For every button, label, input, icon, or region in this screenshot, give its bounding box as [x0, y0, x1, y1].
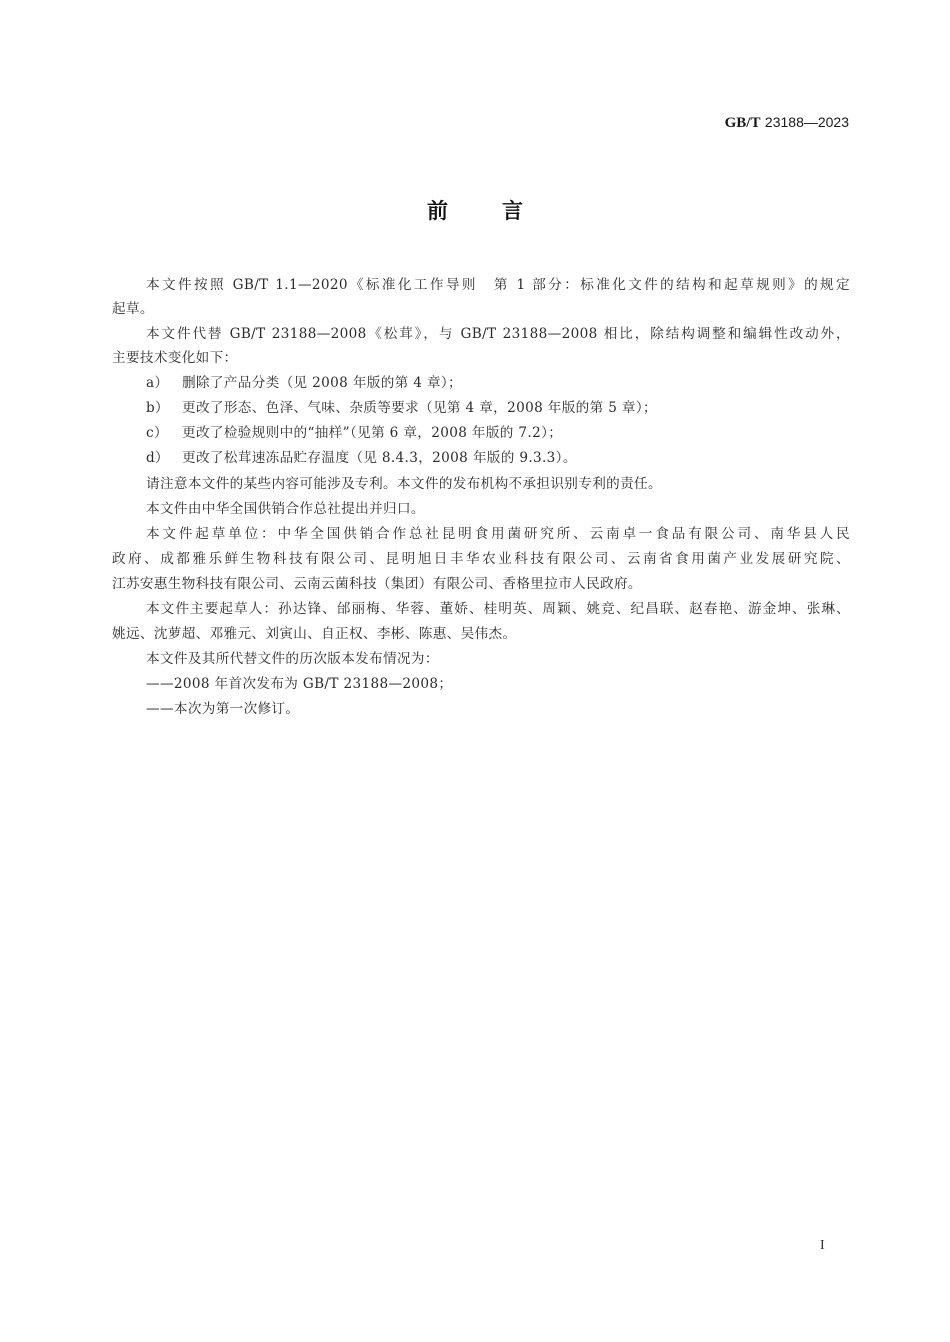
- change-item-d: [146, 449, 850, 467]
- change-item-text: 更改了形态、色泽、气味、杂质等要求（见第 4 章，2008 年版的第 5 章）；: [182, 400, 657, 416]
- drafters-line-1: 本文件主要起草人：孙达锋、邰丽梅、华蓉、董娇、桂明英、周颖、姚竞、纪昌联、赵春艳、游金坤、张琳、: [146, 601, 850, 617]
- patent-notice: 请注意本文件的某些内容可能涉及专利。本文件的发布机构不承担识别专利的责任。: [146, 476, 662, 492]
- change-item-text: 更改了检验规则中的“抽样”（见第 6 章，2008 年版的 7.2）；: [182, 425, 563, 441]
- page-number: I: [820, 1238, 825, 1253]
- standard-prefix: GB/T: [724, 115, 761, 131]
- change-item-label: d）: [146, 450, 169, 466]
- drafting-units-line-3: 江苏安惠生物科技有限公司、云南云菌科技（集团）有限公司、香格里拉市人民政府。: [112, 576, 642, 592]
- change-item-b: [146, 399, 850, 417]
- history-item: ——本次为第一次修订。: [146, 701, 300, 717]
- history-intro: 本文件及其所代替文件的历次版本发布情况为：: [146, 651, 439, 667]
- change-item-label: c）: [146, 425, 168, 441]
- drafting-units-line-2: 政府、成都雅乐鲜生物科技有限公司、昆明旭日丰华农业科技有限公司、云南省食用菌产业发展研究院、: [112, 551, 850, 567]
- change-item-label: a）: [146, 375, 169, 391]
- change-item-text: 更改了松茸速冻品贮存温度（见 8.4.3，2008 年版的 9.3.3）。: [182, 450, 577, 466]
- title-char-1: 前: [427, 199, 448, 223]
- paragraph-drafting-basis-line-1: 本文件按照 GB/T 1.1—2020《标准化工作导则 第 1 部分：标准化文件的结构和起草规则》的规定: [146, 277, 850, 293]
- paragraph-replaces-line-1: 本文件代替 GB/T 23188—2008《松茸》，与 GB/T 23188—2008 相比，除结构调整和编辑性改动外，: [146, 326, 850, 342]
- proposed-by: 本文件由中华全国供销合作总社提出并归口。: [146, 501, 425, 517]
- paragraph-drafting-basis-line-2: 起草。: [112, 301, 154, 317]
- standard-number: 23188—2023: [764, 114, 849, 130]
- title-char-2: 言: [502, 199, 523, 223]
- change-item-text: 删除了产品分类（见 2008 年版的第 4 章）；: [182, 375, 462, 391]
- page-title: [0, 195, 950, 225]
- change-item-a: [146, 374, 850, 392]
- change-item-c: [146, 424, 850, 442]
- paragraph-replaces-line-2: 主要技术变化如下：: [112, 350, 238, 366]
- change-item-label: b）: [146, 400, 169, 416]
- history-item: ——2008 年首次发布为 GB/T 23188—2008；: [146, 676, 453, 692]
- drafting-units-line-1: 本文件起草单位：中华全国供销合作总社昆明食用菌研究所、云南卓一食品有限公司、南华县人民: [146, 526, 850, 542]
- drafters-line-2: 姚远、沈萝超、邓雅元、刘寅山、自正权、李彬、陈惠、吴伟杰。: [112, 626, 517, 642]
- standard-code: [725, 114, 849, 132]
